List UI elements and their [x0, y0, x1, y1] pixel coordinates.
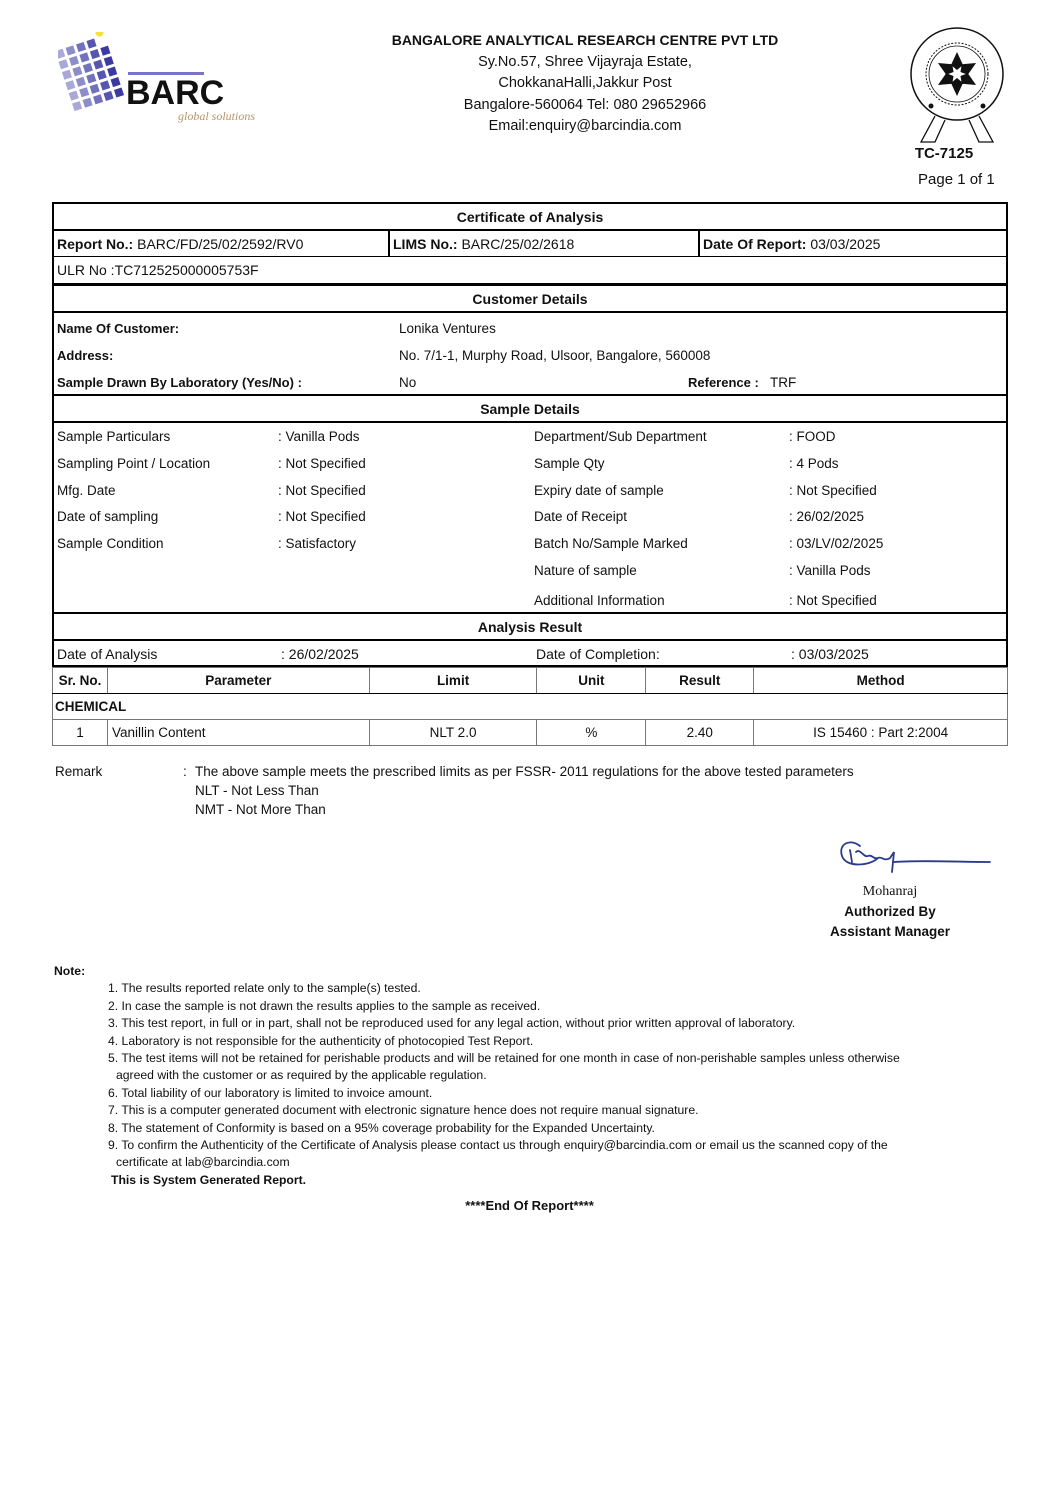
- sample-left-label: Sampling Point / Location: [57, 455, 211, 471]
- logo-grid-square: [72, 66, 82, 76]
- column-header-sr-no: Sr. No.: [53, 668, 108, 694]
- sample-right-value: : 03/LV/02/2025: [789, 536, 884, 552]
- report-no-cell: [54, 231, 388, 256]
- customer-details-header: Customer Details: [52, 284, 1008, 312]
- analysis-dates-row: [52, 640, 1008, 667]
- ulr-number: ULR No :TC712525000005753F: [57, 262, 259, 278]
- note-item-continued: certificate at lab@barcindia.com: [116, 1155, 290, 1170]
- page-indicator: Page 1 of 1: [918, 171, 995, 188]
- barc-logo: [58, 32, 273, 127]
- sample-right-value: : Not Specified: [789, 592, 877, 608]
- certificate-table: [52, 202, 1008, 746]
- report-no-value: BARC/FD/25/02/2592/RV0: [137, 236, 304, 252]
- customer-address-value: No. 7/1-1, Murphy Road, Ulsoor, Bangalore, 560008: [399, 348, 711, 363]
- note-item: 1. The results reported relate only to the sample(s) tested.: [108, 981, 421, 996]
- logo-yellow-dot: [94, 32, 104, 38]
- logo-grid-square: [79, 87, 89, 97]
- company-name: BANGALORE ANALYTICAL RESEARCH CENTRE PVT LTD: [391, 32, 779, 48]
- company-address-block: [330, 30, 840, 138]
- reference-label: Reference :: [688, 375, 759, 390]
- row-unit: %: [537, 720, 646, 746]
- logo-grid-square: [86, 73, 96, 83]
- customer-name-label: Name Of Customer:: [57, 321, 180, 336]
- sample-drawn-value: No: [399, 375, 417, 390]
- logo-grid-square: [76, 77, 86, 87]
- sample-details-header: Sample Details: [52, 394, 1008, 422]
- signature-image: [820, 828, 1010, 878]
- analysis-result-header: Analysis Result: [52, 612, 1008, 640]
- date-of-report-cell: [698, 231, 1008, 256]
- logo-grid-square: [93, 59, 103, 69]
- note-item: 5. The test items will not be retained for perishable products and will be retained for one month in case of non-perishable samples unless otherwise: [108, 1051, 900, 1066]
- accreditation-number: TC-7125: [914, 145, 974, 162]
- sample-right-value: : FOOD: [789, 429, 836, 444]
- sample-right-label: Sample Qty: [534, 455, 605, 471]
- remark-line: The above sample meets the prescribed limits as per FSSR- 2011 regulations for the above tested parameters: [195, 764, 854, 779]
- logo-grid-square: [97, 70, 107, 80]
- note-item: 9. To confirm the Authenticity of the Certificate of Analysis please contact us through enquiry@barcindia.com or email us the scanned copy of the: [108, 1138, 888, 1153]
- report-info-row: [52, 230, 1008, 257]
- date-of-completion-label: Date of Completion:: [536, 646, 660, 662]
- column-header-parameter: Parameter: [107, 668, 369, 694]
- notes-title: Note:: [54, 964, 86, 978]
- customer-details: [52, 312, 1008, 394]
- end-of-report: ****End Of Report****: [465, 1198, 594, 1213]
- authorized-by-label: Authorized By: [844, 904, 936, 919]
- address-line: ChokkanaHalli,Jakkur Post: [498, 75, 672, 91]
- remark-line: NMT - Not More Than: [195, 802, 326, 817]
- lims-no-cell: [388, 231, 698, 256]
- signatory-name: Mohanraj: [862, 884, 918, 899]
- logo-grid-square: [58, 49, 65, 59]
- sample-right-label: Batch No/Sample Marked: [534, 536, 688, 552]
- certificate-title: Certificate of Analysis: [52, 202, 1008, 230]
- accreditation-seal-icon: [905, 24, 1010, 149]
- logo-grid-square: [107, 67, 117, 77]
- logo-tagline: global solutions: [178, 109, 256, 123]
- remark-colon: :: [183, 764, 187, 779]
- logo-text: BARC: [126, 74, 225, 112]
- logo-grid-square: [69, 56, 79, 66]
- address-line: Bangalore-560064 Tel: 080 29652966: [463, 96, 707, 113]
- date-of-analysis-value: : 26/02/2025: [281, 646, 359, 662]
- logo-grid-square: [69, 91, 79, 101]
- ulr-row: [52, 257, 1008, 284]
- category-row: [53, 694, 1008, 720]
- logo-grid-square: [103, 91, 113, 101]
- logo-grid-icon: [58, 32, 273, 127]
- logo-grid-square: [83, 63, 93, 73]
- logo-grid-square: [59, 59, 69, 69]
- logo-grid-square: [79, 52, 89, 62]
- note-item: 8. The statement of Conformity is based on a 95% coverage probability for the Expanded Uncertainty.: [108, 1120, 655, 1135]
- reference-value: TRF: [770, 375, 797, 390]
- category-label: CHEMICAL: [53, 694, 1008, 720]
- logo-grid-square: [114, 87, 124, 97]
- report-no-label: Report No.:: [57, 236, 134, 252]
- sample-details: [52, 422, 1008, 612]
- signatory-block: [800, 882, 980, 942]
- signatory-designation: Assistant Manager: [829, 924, 951, 939]
- row-sr-no: 1: [53, 720, 108, 746]
- sample-left-value: : Not Specified: [278, 509, 366, 525]
- sample-left-value: : Satisfactory: [278, 536, 357, 552]
- logo-grid-square: [76, 42, 86, 52]
- remark-label: Remark: [55, 764, 103, 779]
- customer-address-label: Address:: [57, 348, 114, 363]
- sample-left-label: Sample Particulars: [57, 429, 171, 444]
- sample-left-value: : Vanilla Pods: [278, 429, 360, 444]
- address-line: Sy.No.57, Shree Vijayraja Estate,: [478, 53, 692, 70]
- remark-line: NLT - Not Less Than: [195, 783, 319, 798]
- logo-grid-square: [111, 77, 121, 87]
- email-line: Email:enquiry@barcindia.com: [488, 118, 682, 134]
- column-header-method: Method: [754, 668, 1008, 694]
- sample-right-label: Department/Sub Department: [534, 429, 707, 444]
- logo-grid-square: [66, 45, 76, 55]
- date-of-completion-value: : 03/03/2025: [791, 646, 869, 662]
- column-header-unit: Unit: [537, 668, 646, 694]
- logo-grid-square: [100, 80, 110, 90]
- sample-right-label: Nature of sample: [534, 563, 637, 578]
- column-header-limit: Limit: [369, 668, 537, 694]
- date-of-analysis-label: Date of Analysis: [57, 646, 158, 662]
- date-of-report-value: 03/03/2025: [810, 236, 881, 252]
- row-parameter: Vanillin Content: [107, 720, 369, 746]
- analysis-results-table: [52, 667, 1008, 746]
- notes-block: [54, 963, 900, 1189]
- row-method: IS 15460 : Part 2:2004: [754, 720, 1008, 746]
- sample-drawn-label: Sample Drawn By Laboratory (Yes/No) :: [57, 375, 302, 390]
- sample-right-value: : Vanilla Pods: [789, 563, 871, 578]
- logo-grid-square: [90, 84, 100, 94]
- sample-right-value: : Not Specified: [789, 482, 877, 498]
- note-item: 2. In case the sample is not drawn the results applies to the sample as received.: [108, 998, 541, 1013]
- sample-right-value: : 4 Pods: [789, 455, 839, 471]
- logo-grid-square: [65, 80, 75, 90]
- note-item: 6. Total liability of our laboratory is limited to invoice amount.: [108, 1085, 433, 1100]
- logo-grid-square: [90, 49, 100, 59]
- logo-grid-square: [62, 70, 72, 80]
- table-header-row: [53, 668, 1008, 694]
- column-header-result: Result: [646, 668, 754, 694]
- sample-left-value: : Not Specified: [278, 482, 366, 498]
- logo-grid-square: [100, 46, 110, 56]
- row-result: 2.40: [646, 720, 754, 746]
- sample-right-label: Date of Receipt: [534, 509, 628, 525]
- logo-grid-square: [93, 94, 103, 104]
- sample-left-label: Mfg. Date: [57, 482, 116, 498]
- row-limit: NLT 2.0: [369, 720, 537, 746]
- note-item: 7. This is a computer generated document with electronic signature hence does not require manual signature.: [108, 1103, 699, 1118]
- sample-right-label: Additional Information: [534, 592, 665, 608]
- sample-left-value: : Not Specified: [278, 455, 366, 471]
- logo-grid-square: [72, 101, 82, 111]
- sample-right-label: Expiry date of sample: [534, 482, 664, 498]
- remark-block: [55, 762, 955, 822]
- logo-grid-square: [86, 39, 96, 49]
- logo-grid-square: [104, 56, 114, 66]
- sample-right-value: : 26/02/2025: [789, 509, 865, 525]
- date-of-report-label: Date Of Report:: [703, 236, 807, 252]
- note-item: 4. Laboratory is not responsible for the authenticity of photocopied Test Report.: [108, 1033, 534, 1048]
- system-generated-note: This is System Generated Report.: [111, 1172, 307, 1187]
- lims-no-value: BARC/25/02/2618: [461, 236, 575, 252]
- logo-grid-square: [83, 98, 93, 108]
- lims-no-label: LIMS No.:: [393, 236, 458, 252]
- note-item-continued: agreed with the customer or as required by the applicable regulation.: [116, 1068, 487, 1083]
- sample-left-label: Sample Condition: [57, 536, 164, 552]
- sample-left-label: Date of sampling: [57, 509, 159, 525]
- note-item: 3. This test report, in full or in part, shall not be reproduced used for any legal action, without prior written approval of laboratory.: [108, 1016, 796, 1031]
- table-row: [53, 720, 1008, 746]
- customer-name-value: Lonika Ventures: [399, 321, 496, 336]
